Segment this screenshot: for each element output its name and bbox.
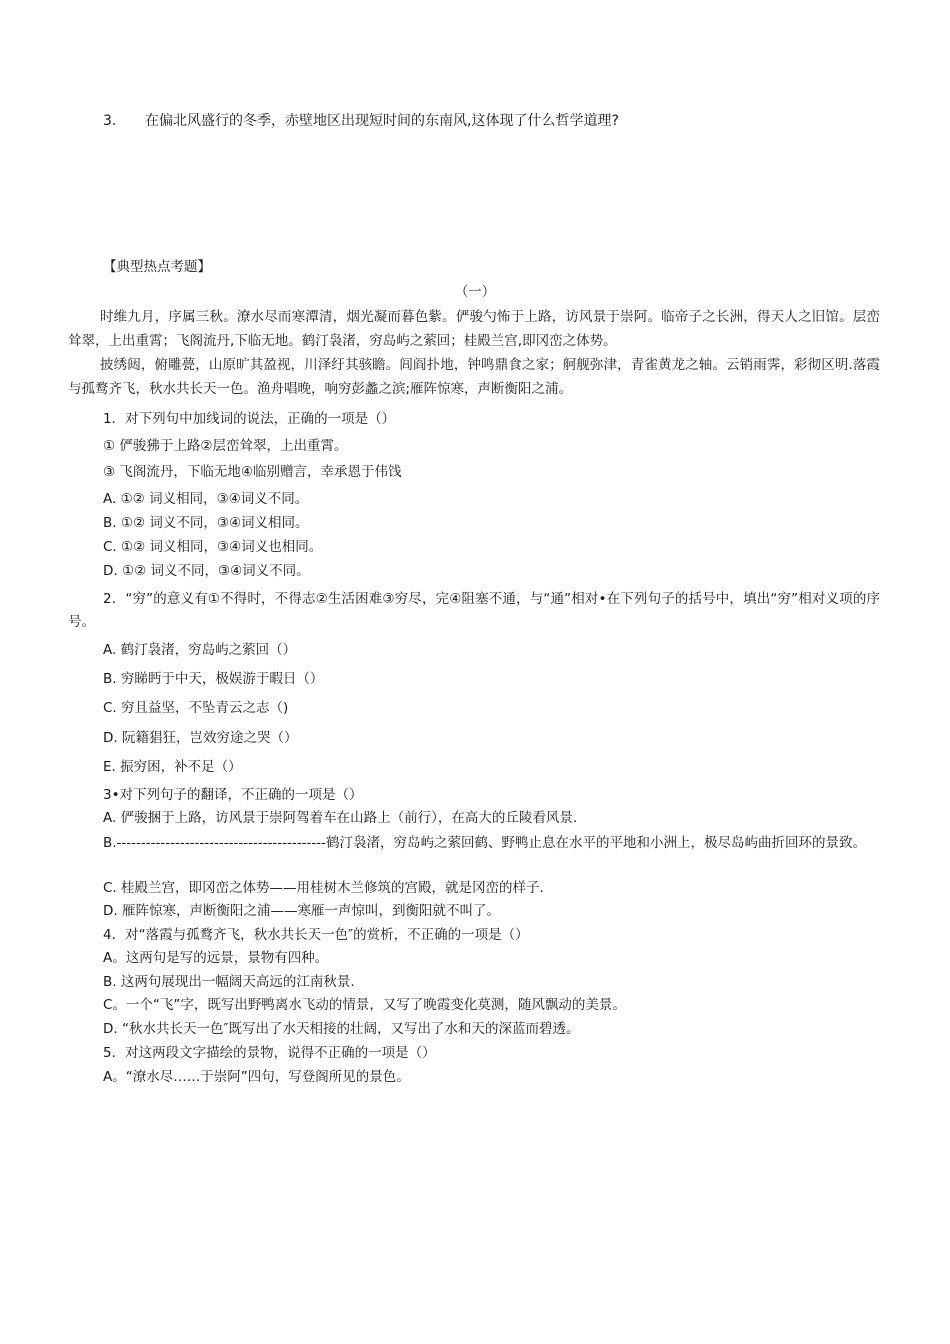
- section-heading: 【典型热点考题】: [103, 259, 211, 275]
- question-3: [103, 112, 619, 130]
- passage-paragraph-1: 时维九月，序属三秋。潦水尽而寒潭清，烟光凝而暮色紫。俨骏勺怖于上路，访风景于崇阿。临帝子之长洲，得天人之旧馆。层峦耸翠，上出重霄；飞阁流丹,下临无地。鹤汀袅渚，穷岛屿之萦回；桂殿兰宫,即冈峦之体势。: [68, 309, 880, 349]
- q1-option-d: D. ①② 词义不同，③④词义不同。: [103, 563, 310, 579]
- q1-sentence-pair-2: ③ 飞阁流丹，下临无地④临别赠言，幸承恩于伟饯: [103, 464, 402, 480]
- q3-option-d: D. 雁阵惊寒，声断衡阳之浦——寒雁一声惊叫，到衡阳就不叫了。: [103, 903, 500, 919]
- q4-stem: 4．对“落霞与孤鹜齐飞，秋水共长天一色″的赏析，不正确的一项是（）: [103, 927, 529, 943]
- q2-option-d: D. 阮籍猖狂，岂效穷途之哭（）: [103, 730, 298, 746]
- q1-option-a: A. ①② 词义相同，③④词义不同。: [103, 491, 309, 507]
- part-label: （一）: [454, 284, 496, 300]
- passage-paragraph-2: 披绣闼，俯雕甍，山原旷其盈视，川泽纡其骇瞻。闾阎扑地，钟鸣鼎食之家；舸舰弥津，青雀黄龙之轴。云销雨霁，彩彻区明.落霞与孤鹜齐飞，秋水共长天一色。渔舟唱晚，响穷彭蠡之滨;雁阵惊寒，声断衡阳之浦。: [68, 357, 880, 397]
- q4-option-a: A。这两句是写的远景，景物有四种。: [103, 950, 329, 966]
- q5-option-a: A。“潦水尽……于崇阿”四句，写登阁所见的景色。: [103, 1069, 410, 1085]
- q5-stem: 5．对这两段文字描绘的景物，说得不正确的一项是（）: [103, 1045, 436, 1061]
- question-3-number: 3.: [103, 113, 117, 129]
- q2-option-c: C. 穷且益坚，不坠青云之志（): [103, 700, 289, 716]
- q3-option-b: B.-------------------------------------------鹤汀袅渚，穷岛屿之萦回鹤、野鸭止息在水平的平地和小洲上，极尽岛屿曲折回环的景致。: [103, 835, 867, 851]
- q3-option-c: C. 桂殿兰宫，即冈峦之体势——用桂树木兰修筑的宫殿，就是冈峦的样子.: [103, 880, 544, 896]
- q2-stem: 2．“穷”的意义有①不得时，不得志②生活困难③穷尽，完④阻塞不通，与“通”相对•在下列句子的括号中，填出“穷”相对义项的序号。: [68, 591, 880, 630]
- q1-option-c: C. ①② 词义相同，③④词义也相同。: [103, 539, 323, 555]
- q2-option-b: B. 穷睇眄于中天，极娱游于暇日（）: [103, 671, 324, 687]
- question-3-text: 在偏北风盛行的冬季，赤壁地区出现短时间的东南风,这体现了什么哲学道理?: [145, 113, 619, 129]
- q4-option-c: C。一个“飞”字，既写出野鸭离水飞动的情景，又写了晚霞变化莫测，随风飘动的美景。: [103, 997, 626, 1013]
- q1-stem: 1．对下列句中加线词的说法，正确的一项是（）: [103, 411, 396, 427]
- q4-option-d: D. “秋水共长天一色″既写出了水天相接的壮阔，又写出了水和天的深蓝而碧透。: [103, 1021, 580, 1037]
- q1-sentence-pair-1: ① 俨骏狒于上路②层峦耸翠，上出重霄。: [103, 438, 348, 454]
- q4-option-b: B. 这两句展现出一幅阔天高远的江南秋景.: [103, 974, 355, 990]
- q3-option-a: A. 俨骏捆于上路，访风景于崇阿驾着车在山路上（前行），在高大的丘陵看风景.: [103, 810, 578, 826]
- q3-stem: 3•对下列句子的翻译，不正确的一项是（）: [103, 787, 363, 803]
- q1-option-b: B. ①② 词义不同，③④词义相同。: [103, 515, 309, 531]
- q2-option-e: E. 振穷困，补不足（）: [103, 759, 242, 775]
- q2-option-a: A. 鹤汀袅渚，穷岛屿之萦回（）: [103, 642, 297, 658]
